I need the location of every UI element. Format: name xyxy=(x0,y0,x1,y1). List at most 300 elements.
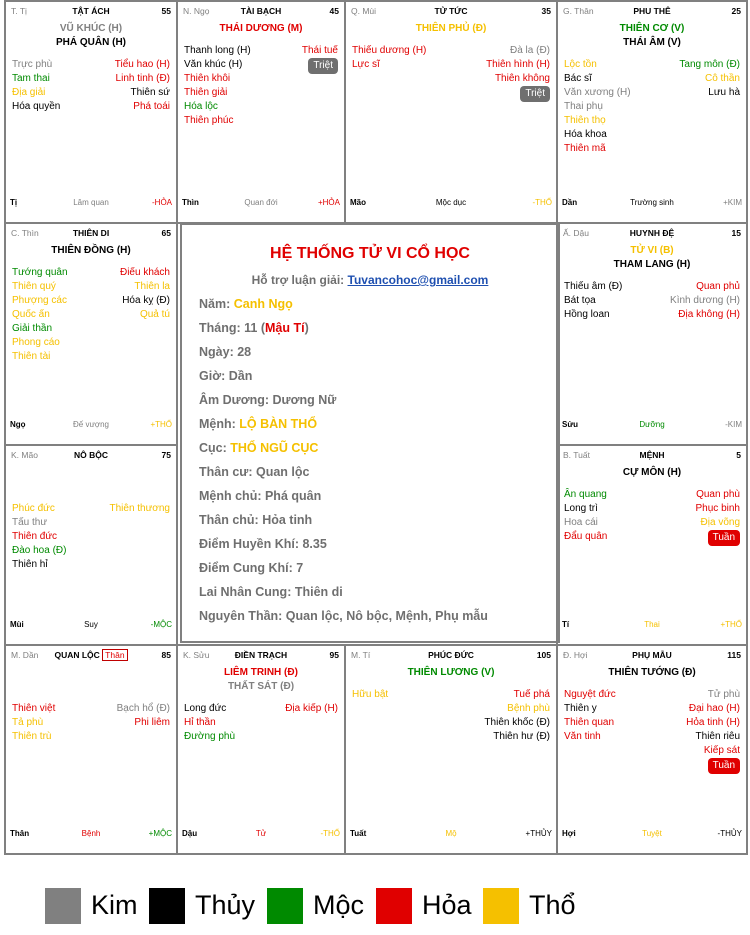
info-row xyxy=(199,561,488,585)
tuan-badge: Tuần xyxy=(708,530,740,546)
aux-star-left: Nguyệt đức xyxy=(564,689,616,700)
legend-label: Thủy xyxy=(195,890,256,920)
auxiliary-stars xyxy=(184,44,338,128)
palace-name xyxy=(351,6,551,16)
info-row xyxy=(199,465,488,489)
aux-row xyxy=(184,730,338,744)
info-row xyxy=(199,297,488,321)
palace-element: -MỘC xyxy=(150,620,172,629)
aux-star-left: Thiên quan xyxy=(564,717,615,728)
aux-row xyxy=(352,702,550,716)
palace-element: +HỎA xyxy=(317,198,340,207)
palace-element: +THỔ xyxy=(150,420,172,429)
legend-label: Thổ xyxy=(529,890,576,920)
main-star: THÁI ÂM (V) xyxy=(623,37,681,48)
aux-star-left: Hữu bật xyxy=(352,689,389,700)
legend-label: Kim xyxy=(91,890,138,920)
palace-header xyxy=(11,450,171,462)
palace-header xyxy=(11,228,171,240)
aux-star-right: Quan phù xyxy=(696,489,740,500)
info-value: LỘ BÀN THỔ xyxy=(239,417,318,431)
aux-star-right: Đà la (Đ) xyxy=(509,45,550,56)
palace-branch: Tí xyxy=(562,620,570,629)
aux-row xyxy=(184,86,338,100)
life-stage: Quan đới xyxy=(244,198,278,207)
palace-age: 65 xyxy=(161,228,171,238)
aux-star-right: Lưu hà xyxy=(708,87,740,98)
life-stage: Dưỡng xyxy=(639,420,665,429)
palace-header xyxy=(11,650,171,662)
aux-star-right: Điếu khách xyxy=(119,267,170,278)
info-value: Canh Ngọ xyxy=(233,297,293,311)
aux-star-left: Hồng loan xyxy=(564,309,610,320)
aux-row xyxy=(564,730,740,744)
aux-star-left: Thai phụ xyxy=(564,101,603,112)
main-stars xyxy=(346,666,556,680)
aux-row xyxy=(12,516,170,530)
palace-menh xyxy=(556,444,748,646)
aux-star-left: Thiên y xyxy=(564,703,597,714)
main-star: THÁI DƯƠNG (M) xyxy=(219,23,303,34)
palace-branch: Dậu xyxy=(182,829,198,838)
palace-footer xyxy=(562,620,742,630)
info-label: Điểm Huyền Khí: 8.35 xyxy=(199,537,327,551)
info-row xyxy=(199,537,488,561)
aux-star-left: Tướng quân xyxy=(12,267,68,278)
aux-star-left: Thiên thọ xyxy=(564,115,606,126)
palace-can-chi: Ấ. Dậu xyxy=(563,228,589,238)
aux-row xyxy=(564,114,740,128)
aux-row xyxy=(352,688,550,702)
aux-star-right: Cô thần xyxy=(704,73,740,84)
aux-star-left: Thiên việt xyxy=(12,703,56,714)
aux-row xyxy=(564,516,740,530)
aux-star-left: Thiên đức xyxy=(12,531,58,542)
aux-star-left: Thiên hỉ xyxy=(12,559,48,570)
main-stars xyxy=(558,22,746,50)
aux-star-left: Bác sĩ xyxy=(564,73,592,84)
palace-footer xyxy=(350,829,552,839)
palace-can-chi: K. Sửu xyxy=(183,650,210,660)
life-stage: Lâm quan xyxy=(73,198,109,207)
aux-row xyxy=(12,294,170,308)
palace-footer xyxy=(10,620,172,630)
palace-name-text: TẬT ÁCH xyxy=(72,6,110,16)
palace-can-chi: M. Tí xyxy=(351,650,371,660)
palace-name xyxy=(183,650,339,660)
main-star: TỬ VI (B) xyxy=(630,245,674,256)
aux-star-left: Văn xương (H) xyxy=(564,87,631,98)
aux-star-left: Phúc đức xyxy=(12,503,55,514)
info-label: Thân chủ: Hỏa tinh xyxy=(199,513,313,527)
life-stage: Mộ xyxy=(445,829,457,838)
aux-star-left: Quốc ấn xyxy=(12,309,50,320)
legend-label: Hỏa xyxy=(422,890,472,920)
life-stage: Tử xyxy=(255,829,267,838)
element-legend xyxy=(45,887,725,924)
info-row xyxy=(199,393,488,417)
aux-row xyxy=(12,322,170,336)
aux-row xyxy=(184,702,338,716)
aux-star-right: Đại hao (H) xyxy=(688,703,740,714)
palace-name xyxy=(563,650,741,660)
aux-star-left: Tấu thư xyxy=(12,517,48,528)
palace-header xyxy=(563,450,741,462)
aux-row xyxy=(12,530,170,544)
palace-name xyxy=(183,6,339,16)
aux-star-right: Địa kiếp (H) xyxy=(285,703,338,714)
main-stars xyxy=(558,666,746,680)
palace-footer xyxy=(562,420,742,430)
info-label: Thân cư: Quan lộc xyxy=(199,465,310,479)
info-value: Mậu Tí xyxy=(264,321,305,335)
palace-age: 35 xyxy=(541,6,551,16)
aux-row xyxy=(564,86,740,100)
auxiliary-stars xyxy=(12,502,170,572)
aux-star-right: Phá toái xyxy=(133,101,170,112)
palace-element: +MỘC xyxy=(148,829,172,838)
aux-row xyxy=(564,488,740,502)
main-star: THIÊN ĐỒNG (H) xyxy=(51,245,131,256)
info-label: Ngày: 28 xyxy=(199,345,252,359)
palace-no-boc xyxy=(4,444,178,646)
aux-row xyxy=(12,100,170,114)
aux-star-right: Thiên khốc (Đ) xyxy=(484,717,550,728)
main-star: THIÊN CƠ (V) xyxy=(619,23,685,34)
aux-star-left: Địa giải xyxy=(12,87,46,98)
aux-row xyxy=(564,744,740,758)
aux-star-right: Phục binh xyxy=(695,503,740,514)
aux-row xyxy=(564,142,740,156)
palace-footer xyxy=(562,198,742,208)
palace-name-text: MỆNH xyxy=(639,450,665,460)
tuan-badge: Tuần xyxy=(708,758,740,774)
aux-row xyxy=(184,58,338,72)
aux-star-left: Thiên trù xyxy=(12,731,52,742)
palace-header xyxy=(351,650,551,662)
aux-star-left: Ân quang xyxy=(564,489,607,500)
auxiliary-stars xyxy=(564,280,740,322)
aux-row xyxy=(564,758,740,772)
aux-star-right: Hóa kỵ (Đ) xyxy=(122,295,170,306)
palace-name xyxy=(11,450,171,460)
horoscope-chart xyxy=(4,0,746,853)
palace-element: -THỦY xyxy=(717,829,742,838)
aux-star-left: Bát tọa xyxy=(564,295,596,306)
main-star: PHÁ QUÂN (H) xyxy=(56,37,126,48)
aux-row xyxy=(184,114,338,128)
palace-footer xyxy=(562,829,742,839)
aux-star-right: Tuế phá xyxy=(513,689,550,700)
aux-star-right: Bệnh phù xyxy=(507,703,550,714)
auxiliary-stars xyxy=(352,44,550,100)
trieu-badge: Triệt xyxy=(308,58,338,74)
palace-age: 25 xyxy=(731,6,741,16)
chart-title: HỆ THỐNG TỬ VI CỔ HỌC xyxy=(270,245,470,262)
info-row xyxy=(199,321,488,345)
palace-can-chi: B. Tuất xyxy=(563,450,590,460)
aux-star-left: Long đức xyxy=(184,703,227,714)
aux-row xyxy=(12,86,170,100)
palace-name xyxy=(351,650,551,660)
aux-star-left: Thiên quý xyxy=(12,281,56,292)
palace-tat-ach xyxy=(4,0,178,224)
palace-age: 45 xyxy=(329,6,339,16)
aux-row xyxy=(12,308,170,322)
aux-row xyxy=(352,44,550,58)
palace-age: 75 xyxy=(161,450,171,460)
palace-can-chi: Q. Mùi xyxy=(351,6,377,16)
aux-row xyxy=(564,72,740,86)
main-star: CỰ MÔN (H) xyxy=(622,467,682,478)
aux-row xyxy=(564,716,740,730)
aux-star-right: Thiên không xyxy=(494,73,550,84)
aux-row xyxy=(564,688,740,702)
aux-star-right: Thiên hình (H) xyxy=(486,59,550,70)
palace-age: 115 xyxy=(727,650,741,660)
aux-star-left: Hóa lộc xyxy=(184,101,218,112)
palace-header xyxy=(563,6,741,18)
palace-name-text: PHU THÊ xyxy=(633,6,671,16)
aux-star-right: Kiếp sát xyxy=(703,745,740,756)
center-info-panel xyxy=(180,223,560,643)
aux-star-left: Hóa quyền xyxy=(12,101,61,112)
palace-branch: Ngọ xyxy=(10,420,26,429)
main-stars xyxy=(558,466,746,480)
aux-star-left: Đào hoa (Đ) xyxy=(12,545,67,556)
aux-star-left: Lực sĩ xyxy=(352,59,380,70)
aux-row xyxy=(184,72,338,86)
info-label: Nguyên Thần: Quan lộc, Nô bộc, Mệnh, Phụ mẫu xyxy=(199,609,488,623)
aux-row xyxy=(12,350,170,364)
aux-star-right: Thiên hư (Đ) xyxy=(493,731,550,742)
aux-star-left: Lộc tồn xyxy=(564,59,597,70)
aux-star-left: Long trì xyxy=(564,503,598,514)
palace-branch: Sửu xyxy=(562,420,579,429)
auxiliary-stars xyxy=(12,266,170,364)
aux-star-right: Thiên thương xyxy=(109,503,170,514)
main-star: THIÊN PHỦ (Đ) xyxy=(415,23,487,34)
aux-star-right: Thiên la xyxy=(134,281,170,292)
aux-row xyxy=(12,544,170,558)
legend-item-kim xyxy=(45,887,138,924)
palace-tai-bach xyxy=(176,0,346,224)
palace-footer xyxy=(10,829,172,839)
palace-dien-trach xyxy=(176,644,346,855)
info-label: Âm Dương: Dương Nữ xyxy=(199,393,337,407)
aux-star-right: Thiên sứ xyxy=(130,87,170,98)
palace-footer xyxy=(182,198,340,208)
palace-can-chi: M. Dần xyxy=(11,650,39,660)
palace-name-text: NÔ BỘC xyxy=(74,450,108,460)
info-row xyxy=(199,585,488,609)
aux-star-right: Quan phủ xyxy=(696,281,740,292)
palace-header xyxy=(563,650,741,662)
aux-star-right: Tử phù xyxy=(707,689,740,700)
aux-row xyxy=(12,58,170,72)
main-star: THẤT SÁT (Đ) xyxy=(227,681,295,692)
palace-age: 95 xyxy=(329,650,339,660)
aux-row xyxy=(12,502,170,516)
auxiliary-stars xyxy=(184,702,338,744)
aux-star-left: Thiếu dương (H) xyxy=(352,45,427,56)
palace-name-text: TÀI BẠCH xyxy=(240,6,282,16)
aux-row xyxy=(12,72,170,86)
aux-row xyxy=(564,702,740,716)
aux-star-left: Đẩu quân xyxy=(564,531,608,542)
aux-row xyxy=(564,58,740,72)
info-row xyxy=(199,513,488,537)
legend-swatch xyxy=(267,888,303,924)
palace-name-text: THIÊN DI xyxy=(72,228,110,238)
palace-element: +THỔ xyxy=(720,620,742,629)
aux-row xyxy=(352,58,550,72)
palace-element: +KIM xyxy=(723,198,742,207)
aux-star-left: Thiên mã xyxy=(564,143,606,154)
info-row xyxy=(199,441,488,465)
info-row xyxy=(199,345,488,369)
auxiliary-stars xyxy=(352,688,550,744)
main-stars xyxy=(346,22,556,36)
info-row xyxy=(199,489,488,513)
aux-row xyxy=(564,530,740,544)
aux-row xyxy=(352,716,550,730)
info-label: Mệnh: xyxy=(199,417,240,431)
aux-star-left: Hóa khoa xyxy=(564,129,607,140)
main-star: LIÊM TRINH (Đ) xyxy=(224,667,298,678)
palace-footer xyxy=(10,198,172,208)
auxiliary-stars xyxy=(564,688,740,772)
aux-row xyxy=(12,266,170,280)
support-email-link[interactable]: Tuvancohoc@gmail.com xyxy=(347,273,489,287)
aux-star-left: Thiên giải xyxy=(184,87,228,98)
aux-star-right: Hỏa tinh (H) xyxy=(686,717,740,728)
palace-footer xyxy=(182,829,340,839)
palace-branch: Mùi xyxy=(10,620,24,629)
aux-row xyxy=(12,336,170,350)
palace-element: +THỦY xyxy=(525,829,552,838)
info-label: Lai Nhân Cung: Thiên di xyxy=(199,585,343,599)
aux-row xyxy=(564,294,740,308)
aux-star-left: Tam thai xyxy=(12,73,50,84)
aux-row xyxy=(12,716,170,730)
palace-header xyxy=(183,6,339,18)
main-stars xyxy=(6,22,176,50)
palace-name xyxy=(563,450,741,460)
legend-swatch xyxy=(483,888,519,924)
palace-name-text: TỬ TỨC xyxy=(434,6,468,16)
aux-row xyxy=(564,128,740,142)
info-value: THỔ NGŨ CỤC xyxy=(230,441,319,455)
aux-row xyxy=(12,280,170,294)
palace-name xyxy=(11,6,171,16)
palace-phu-mau xyxy=(556,644,748,855)
palace-header xyxy=(183,650,339,662)
palace-branch: Thân xyxy=(10,829,30,838)
aux-star-right: Tiểu hao (H) xyxy=(114,59,170,70)
info-label: Điểm Cung Khí: 7 xyxy=(199,561,304,575)
palace-can-chi: G. Thân xyxy=(563,6,594,16)
info-suffix: ) xyxy=(304,321,309,335)
palace-thien-di xyxy=(4,222,178,446)
info-row xyxy=(199,417,488,441)
aux-star-right: Linh tinh (Đ) xyxy=(115,73,170,84)
aux-star-right: Kình dương (H) xyxy=(670,295,740,306)
palace-branch: Dần xyxy=(562,198,578,207)
palace-can-chi: C. Thìn xyxy=(11,228,39,238)
birth-info-list xyxy=(199,297,488,633)
aux-row xyxy=(12,558,170,572)
legend-item-mộc xyxy=(267,887,364,924)
main-star: THIÊN LƯƠNG (V) xyxy=(407,667,495,678)
palace-can-chi: N. Ngọ xyxy=(183,6,210,16)
auxiliary-stars xyxy=(12,702,170,744)
aux-row xyxy=(564,502,740,516)
palace-name-text: PHỤ MẪU xyxy=(632,650,672,660)
palace-header xyxy=(563,228,741,240)
info-label: Cục: xyxy=(199,441,231,455)
main-stars xyxy=(178,22,344,36)
life-stage: Mộc dục xyxy=(435,198,467,207)
palace-name xyxy=(11,228,171,238)
aux-star-left: Đường phù xyxy=(184,731,236,742)
aux-star-left: Văn tinh xyxy=(564,731,601,742)
info-label: Năm: xyxy=(199,297,234,311)
palace-age: 55 xyxy=(161,6,171,16)
aux-star-right: Địa võng xyxy=(700,517,740,528)
palace-tu-tuc xyxy=(344,0,558,224)
aux-star-left: Hoa cái xyxy=(564,517,598,528)
palace-element: -HỎA xyxy=(152,198,172,207)
palace-name xyxy=(563,228,741,238)
palace-branch: Hợi xyxy=(562,829,576,838)
life-stage: Trường sinh xyxy=(630,198,674,207)
palace-age: 85 xyxy=(161,650,171,660)
aux-row xyxy=(184,716,338,730)
aux-star-left: Tả phù xyxy=(12,717,44,728)
aux-row xyxy=(184,100,338,114)
auxiliary-stars xyxy=(12,58,170,114)
legend-item-hỏa xyxy=(376,887,472,924)
life-stage: Bệnh xyxy=(81,829,101,838)
main-stars xyxy=(558,244,746,272)
palace-element: -KIM xyxy=(725,420,742,429)
than-badge: Thân xyxy=(102,649,127,661)
palace-age: 15 xyxy=(731,228,741,238)
aux-star-left: Phong cáo xyxy=(12,337,60,348)
auxiliary-stars xyxy=(564,58,740,156)
support-label: Hỗ trợ luận giải: xyxy=(251,273,348,287)
aux-row xyxy=(352,72,550,86)
palace-huynh-de xyxy=(556,222,748,446)
palace-element: -THỔ xyxy=(532,198,552,207)
main-stars xyxy=(178,666,344,694)
palace-name-text: PHÚC ĐỨC xyxy=(428,650,474,660)
aux-star-right: Tang môn (Đ) xyxy=(679,59,740,70)
main-stars xyxy=(6,244,176,258)
palace-name-text: HUYNH ĐỆ xyxy=(629,228,675,238)
life-stage: Đế vượng xyxy=(73,420,109,429)
palace-footer xyxy=(10,420,172,430)
palace-phu-the xyxy=(556,0,748,224)
info-row xyxy=(199,609,488,633)
aux-star-left: Thanh long (H) xyxy=(184,45,251,56)
aux-star-right: Quả tú xyxy=(139,309,170,320)
aux-star-left: Trực phù xyxy=(12,59,53,70)
palace-name-text: ĐIỀN TRẠCH xyxy=(234,650,288,660)
palace-name xyxy=(11,650,171,660)
palace-branch: Tuất xyxy=(350,829,367,838)
